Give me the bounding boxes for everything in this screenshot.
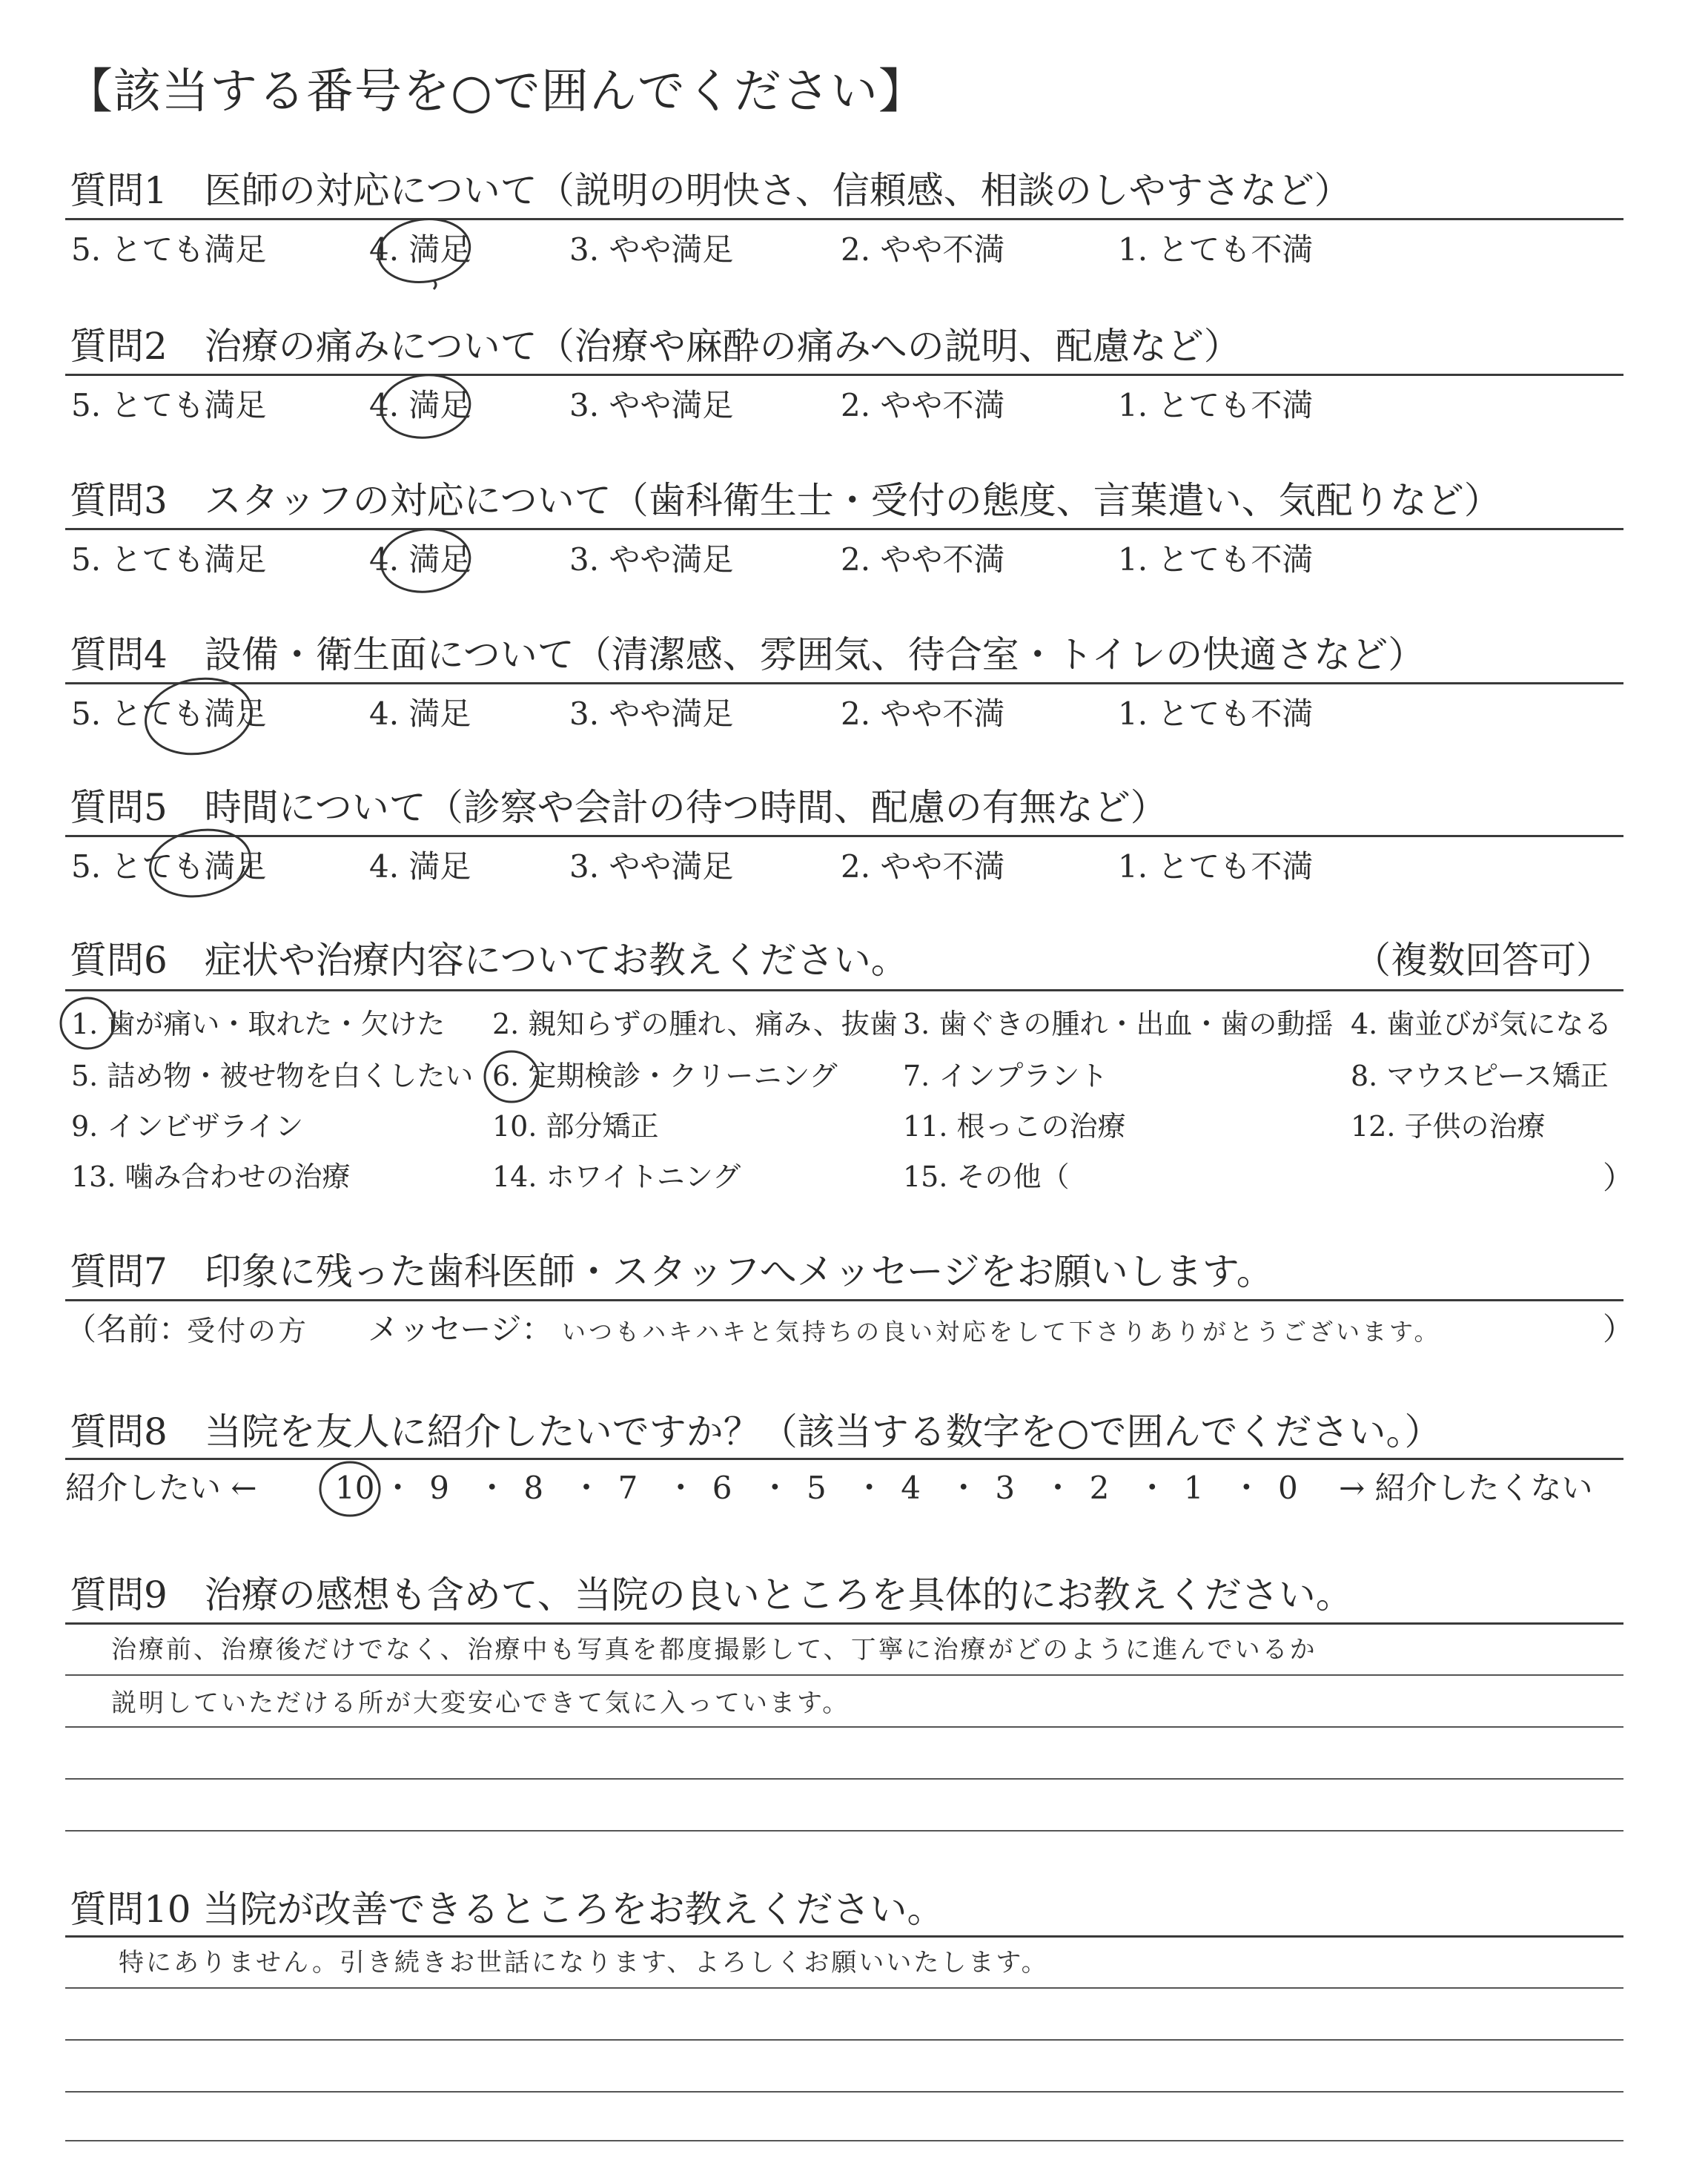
q8-scale-value-1[interactable]: 1 [1183, 1470, 1204, 1506]
q9-line-3 [65, 1778, 1623, 1780]
q10-line-1 [65, 1987, 1623, 1989]
q1-option-3[interactable]: 3. やや満足 [569, 231, 734, 268]
q6-option-11[interactable]: 11. 根っこの治療 [903, 1110, 1126, 1143]
q7-message-value[interactable]: いつもハキハキと気持ちの良い対応をして下さりありがとうございます。 [562, 1318, 1441, 1346]
q1-rule [65, 218, 1623, 220]
q8-scale-value-3[interactable]: 3 [995, 1470, 1016, 1506]
q5-rule [65, 835, 1623, 837]
q8-scale-separator: ・ [382, 1470, 414, 1506]
q8-scale-separator: ・ [947, 1470, 979, 1506]
q4-option-4[interactable]: 4. 満足 [369, 696, 471, 732]
q6-rule [65, 989, 1623, 991]
q6-option-12[interactable]: 12. 子供の治療 [1351, 1110, 1546, 1143]
q8-scale-separator: ・ [665, 1470, 697, 1506]
q8-scale-value-6[interactable]: 6 [712, 1470, 732, 1506]
q1-circle-tail [434, 280, 436, 289]
q8-scale-separator: ・ [1231, 1470, 1262, 1506]
q4-option-1[interactable]: 1. とても不満 [1118, 696, 1314, 732]
q9-heading: 質問9 治療の感想も含めて、当院の良いところを具体的にお教えください。 [70, 1573, 1353, 1616]
q10-line-2 [65, 2039, 1623, 2041]
q10-heading: 質問10 当院が改善できるところをお教えください。 [70, 1888, 944, 1931]
q8-scale-value-10[interactable]: 10 [335, 1470, 375, 1506]
q3-option-3[interactable]: 3. やや満足 [569, 541, 734, 578]
q8-left-label: 紹介したい ← [65, 1470, 257, 1506]
q8-scale-value-7[interactable]: 7 [618, 1470, 638, 1506]
q2-heading: 質問2 治療の痛みについて（治療や麻酔の痛みへの説明、配慮など） [70, 325, 1241, 368]
q4-option-5[interactable]: 5. とても満足 [71, 696, 267, 732]
q8-scale-separator: ・ [759, 1470, 791, 1506]
q6-option-15[interactable]: 15. その他（ [903, 1160, 1070, 1193]
q2-rule [65, 374, 1623, 376]
q8-scale-value-5[interactable]: 5 [807, 1470, 827, 1506]
q2-option-3[interactable]: 3. やや満足 [569, 387, 734, 423]
q5-option-4[interactable]: 4. 満足 [369, 848, 471, 885]
q1-option-1[interactable]: 1. とても不満 [1118, 231, 1314, 268]
q8-scale-separator: ・ [476, 1470, 508, 1506]
q8-heading: 質問8 当院を友人に紹介したいですか？（該当する数字を○で囲んでください。） [70, 1410, 1442, 1453]
q8-scale-value-8[interactable]: 8 [523, 1470, 544, 1506]
q1-option-2[interactable]: 2. やや不満 [841, 231, 1005, 268]
q5-heading: 質問5 時間について（診察や会計の待つ時間、配慮の有無など） [70, 786, 1168, 829]
q3-option-5[interactable]: 5. とても満足 [71, 541, 267, 578]
q8-scale-separator: ・ [1136, 1470, 1168, 1506]
q10-line-4 [65, 2140, 1623, 2141]
q2-option-1[interactable]: 1. とても不満 [1118, 387, 1314, 423]
q8-scale-separator: ・ [1042, 1470, 1074, 1506]
q2-option-5[interactable]: 5. とても満足 [71, 387, 267, 423]
q7-rule [65, 1299, 1623, 1301]
q7-heading: 質問7 印象に残った歯科医師・スタッフへメッセージをお願いします。 [70, 1250, 1274, 1293]
q6-option-9[interactable]: 9. インビザライン [71, 1110, 304, 1143]
q6-other-close: ） [1603, 1160, 1635, 1196]
q1-option-5[interactable]: 5. とても満足 [71, 231, 267, 268]
q8-rule [65, 1458, 1623, 1460]
q4-heading: 質問4 設備・衛生面について（清潔感、雰囲気、待合室・トイレの快適さなど） [70, 633, 1426, 676]
q8-scale-value-0[interactable]: 0 [1278, 1470, 1298, 1506]
q9-line-1 [65, 1674, 1623, 1676]
q6-option-13[interactable]: 13. 噛み合わせの治療 [71, 1160, 351, 1193]
q3-rule [65, 528, 1623, 530]
q8-scale-separator: ・ [853, 1470, 885, 1506]
q8-scale-value-4[interactable]: 4 [901, 1470, 921, 1506]
q6-option-7[interactable]: 7. インプラント [903, 1060, 1108, 1092]
q6-note: （複数回答可） [1354, 939, 1613, 982]
q6-option-2[interactable]: 2. 親知らずの腫れ、痛み、抜歯 [492, 1008, 898, 1040]
q6-option-10[interactable]: 10. 部分矯正 [492, 1110, 659, 1143]
q4-option-2[interactable]: 2. やや不満 [841, 696, 1005, 732]
q9-line-4 [65, 1830, 1623, 1832]
q8-scale-value-2[interactable]: 2 [1089, 1470, 1110, 1506]
q6-option-3[interactable]: 3. 歯ぐきの腫れ・出血・歯の動揺 [903, 1008, 1334, 1040]
q8-scale-separator: ・ [571, 1470, 603, 1506]
q8-right-label: → 紹介したくない [1339, 1470, 1593, 1506]
q7-name-label: （名前： [65, 1311, 191, 1347]
q7-close-paren: ） [1603, 1311, 1635, 1347]
q9-answer-line-1[interactable]: 治療前、治療後だけでなく、治療中も写真を都度撮影して、丁寧に治療がどのように進んでいるか [111, 1635, 1317, 1665]
q6-option-5[interactable]: 5. 詰め物・被せ物を白くしたい [71, 1060, 474, 1092]
q5-option-3[interactable]: 3. やや満足 [569, 848, 734, 885]
form-title: 【該当する番号を○で囲んでください】 [65, 65, 927, 119]
q7-name-value[interactable]: 受付の方 [187, 1315, 309, 1347]
q9-line-2 [65, 1726, 1623, 1728]
q6-option-4[interactable]: 4. 歯並びが気になる [1351, 1008, 1612, 1040]
q2-option-4[interactable]: 4. 満足 [369, 387, 471, 423]
q3-option-2[interactable]: 2. やや不満 [841, 541, 1005, 578]
q8-scale-value-9[interactable]: 9 [429, 1470, 449, 1506]
q3-option-1[interactable]: 1. とても不満 [1118, 541, 1314, 578]
q1-option-4[interactable]: 4. 満足 [369, 231, 471, 268]
q3-option-4[interactable]: 4. 満足 [369, 541, 471, 578]
q6-option-14[interactable]: 14. ホワイトニング [492, 1160, 741, 1193]
q7-message-label: メッセージ： [368, 1311, 553, 1347]
q1-heading: 質問1 医師の対応について（説明の明快さ、信頼感、相談のしやすさなど） [70, 169, 1351, 212]
q4-option-3[interactable]: 3. やや満足 [569, 696, 734, 732]
q9-answer-line-2[interactable]: 説明していただける所が大変安心できて気に入っています。 [111, 1688, 850, 1718]
q6-option-8[interactable]: 8. マウスピース矯正 [1351, 1060, 1609, 1092]
q5-option-1[interactable]: 1. とても不満 [1118, 848, 1314, 885]
q6-heading: 質問6 症状や治療内容についてお教えください。 [70, 939, 908, 982]
q10-line-3 [65, 2091, 1623, 2093]
q6-option-6[interactable]: 6. 定期検診・クリーニング [492, 1060, 838, 1092]
q9-rule [65, 1622, 1623, 1625]
q6-option-1[interactable]: 1. 歯が痛い・取れた・欠けた [71, 1008, 446, 1040]
q10-rule [65, 1935, 1623, 1938]
q4-rule [65, 682, 1623, 684]
q3-heading: 質問3 スタッフの対応について（歯科衛生士・受付の態度、言葉遣い、気配りなど） [70, 479, 1501, 522]
q5-option-2[interactable]: 2. やや不満 [841, 848, 1005, 885]
q10-answer-line-1[interactable]: 特にありません。引き続きお世話になります、よろしくお願いいたします。 [119, 1948, 1049, 1978]
q2-option-2[interactable]: 2. やや不満 [841, 387, 1005, 423]
q5-option-5[interactable]: 5. とても満足 [71, 848, 267, 885]
